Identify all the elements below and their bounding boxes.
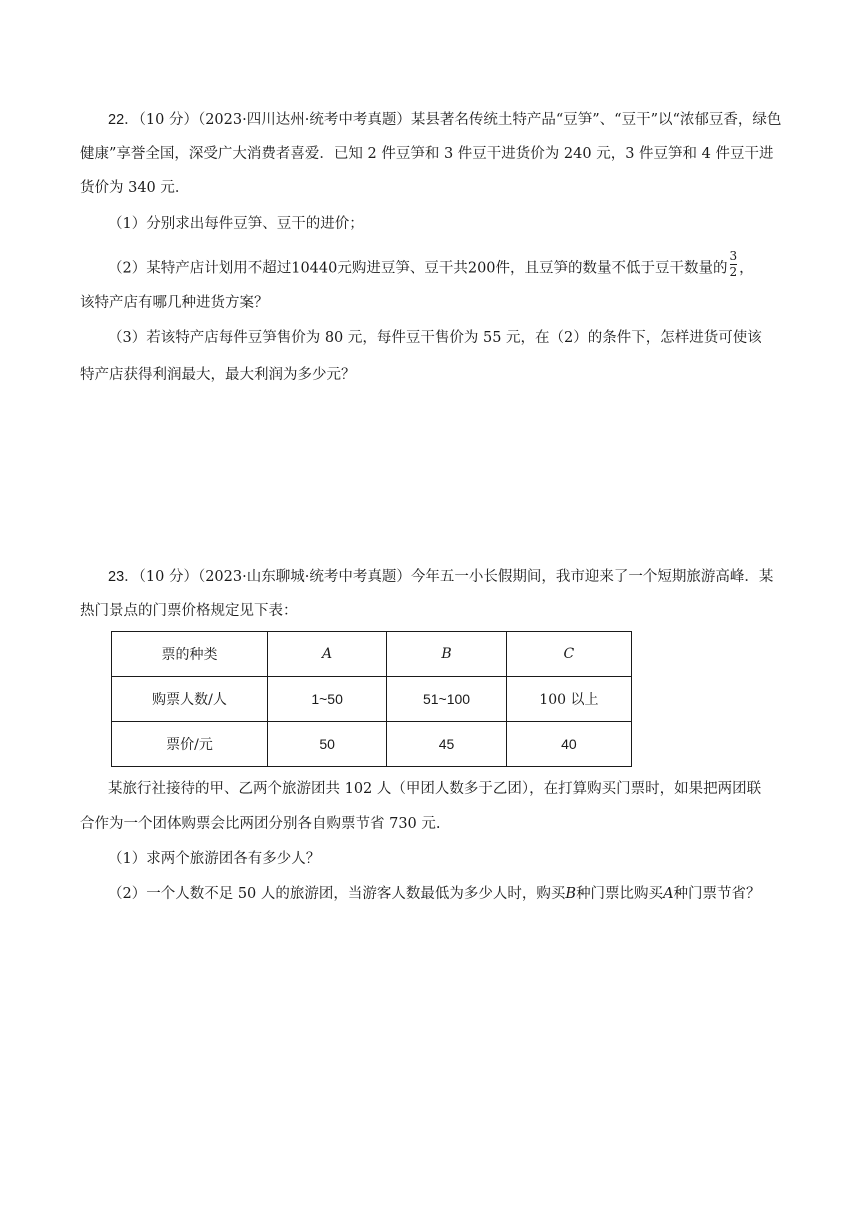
q23-source: （2023·山东聊城·统考中考真题） xyxy=(197,569,411,585)
q23-stem-line-2: 热门景点的门票价格规定见下表： xyxy=(80,603,298,619)
table-cell: 45 xyxy=(387,722,506,767)
q22-source: （2023·四川达州·统考中考真题） xyxy=(197,112,411,128)
table-cell: 100 以上 xyxy=(506,677,631,722)
table-cell: 票价/元 xyxy=(112,722,268,767)
q22-stem-line-2: 健康”享誉全国，深受广大消费者喜爱．已知 2 件豆笋和 3 件豆干进货价为 240 元，3 件豆笋和 4 件豆干进 xyxy=(80,146,774,162)
q22-stem-line-3: 货价为 340 元． xyxy=(80,180,190,196)
q22-part-2-line-2: 该特产店有哪几种进货方案？ xyxy=(80,295,269,311)
q23-number: 23 xyxy=(108,569,125,585)
q22-part-1: （1）分别求出每件豆笋、豆干的进价； xyxy=(108,216,364,232)
q22-part-3-line-2: 特产店获得利润最大，最大利润为多少元？ xyxy=(80,367,356,383)
ticket-type-b: B xyxy=(565,886,577,902)
q22-stem-text-1: 某县著名传统土特产品“豆笋”、“豆干”以“浓郁豆香，绿色 xyxy=(410,112,782,128)
q22-stem-line-1: 22．（10 分）（2023·四川达州·统考中考真题）某县著名传统土特产品“豆笋”、“豆干”以“浓郁豆香，绿色 xyxy=(108,112,782,128)
ticket-price-table xyxy=(111,631,632,767)
q23-part-2-text-c: 种门票节省？ xyxy=(673,886,761,902)
q22-part-2-text: （2）某特产店计划用不超过10440元购进豆笋、豆干共200件，且豆笋的数量不低于豆干数量的 xyxy=(108,260,728,277)
q23-stem-line-1: 23．（10 分）（2023·山东聊城·统考中考真题）今年五一小长假期间，我市迎来了一个短期旅游高峰．某 xyxy=(108,569,774,585)
q22-score: （10 分） xyxy=(138,112,198,128)
ticket-type-a: A xyxy=(663,886,674,902)
q22-number: 22 xyxy=(108,112,125,128)
table-row xyxy=(112,722,632,767)
q22-part-3-line-1: （3）若该特产店每件豆笋售价为 80 元，每件豆干售价为 55 元，在（2）的条件下，怎样进货可使该 xyxy=(108,330,762,346)
q23-part-2-text-b: 种门票比购买 xyxy=(576,886,664,902)
table-header-cell: B xyxy=(387,632,506,677)
q23-after-line-2: 合作为一个团体购票会比两团分别各自购票节省 730 元. xyxy=(80,816,441,832)
fraction-denominator: 2 xyxy=(729,265,738,279)
q23-part-2-text-a: （2）一个人数不足 50 人的旅游团，当游客人数最低为多少人时，购买 xyxy=(108,886,566,902)
fraction-numerator: 3 xyxy=(729,249,738,263)
table-cell: 1~50 xyxy=(267,677,386,722)
table-cell: 50 xyxy=(267,722,386,767)
table-header-cell: A xyxy=(267,632,386,677)
q23-part-1: （1）求两个旅游团各有多少人？ xyxy=(108,851,321,867)
table-row xyxy=(112,677,632,722)
q22-part-2-comma: ， xyxy=(739,260,754,277)
table-cell: 40 xyxy=(506,722,631,767)
table-header-cell: 票的种类 xyxy=(112,632,268,677)
q23-stem-text-1: 今年五一小长假期间，我市迎来了一个短期旅游高峰．某 xyxy=(410,569,774,585)
fraction-three-halves xyxy=(730,250,738,279)
table-cell: 51~100 xyxy=(387,677,506,722)
q23-part-2 xyxy=(108,884,780,904)
q23-score: （10 分） xyxy=(138,569,198,585)
table-header-cell: C xyxy=(506,632,631,677)
q22-part-2-line-1 xyxy=(108,249,780,283)
q23-after-line-1: 某旅行社接待的甲、乙两个旅游团共 102 人（甲团人数多于乙团），在打算购买门票时，如果把两团联 xyxy=(108,781,762,797)
table-header-row xyxy=(112,632,632,677)
table-cell: 购票人数/人 xyxy=(112,677,268,722)
